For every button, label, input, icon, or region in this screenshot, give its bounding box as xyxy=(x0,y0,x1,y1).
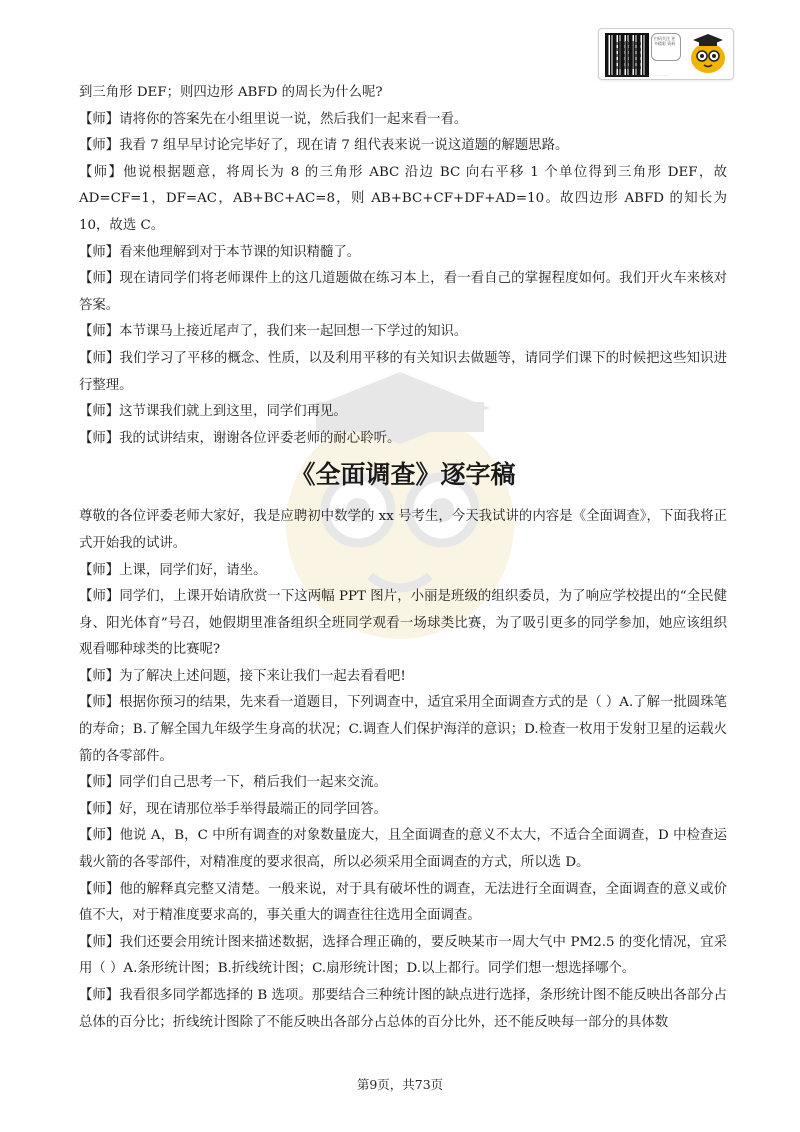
paragraph-text: 我看 7 组早早讨论完毕好了，现在请 7 组代表来说一说这道题的解题思路。 xyxy=(119,138,569,154)
paragraph-text: 同学们，上课开始请欣赏一下这两幅 PPT 图片，小丽是班级的组织委员，为了响应学校提出的“全民健身、阳光体育”号召，她假期里准备组织全班同学观看一场球类比赛，为了吸引更多的同学参加，她应该组织观看哪种球类的比赛呢? xyxy=(79,589,727,658)
speaker-tag: 【师】 xyxy=(79,801,120,817)
paragraph-text: 上课，同学们好，请坐。 xyxy=(119,562,267,578)
speaker-tag: 【师】 xyxy=(79,562,120,578)
speaker-tag: 【师】 xyxy=(79,934,120,950)
paragraph xyxy=(79,690,727,770)
section-full-survey-script xyxy=(79,504,727,1036)
speaker-tag: 【师】 xyxy=(79,404,120,420)
paragraph-text: 尊敬的各位评委老师大家好，我是应聘初中数学的 xx 号考生，今天我试讲的内容是《全面调查》，下面我将正式开始我的试讲。 xyxy=(79,509,727,551)
paragraph-text: 他的解释真完整又清楚。一般来说，对于具有破坏性的调查，无法进行全面调查，全面调查的意义或价值不大，对于精准度要求高的，事关重大的调查往往选用全面调查。 xyxy=(79,881,728,924)
paragraph xyxy=(79,664,727,691)
paragraph-text: 我们学习了平移的概念、性质，以及利用平移的有关知识去做题等，请同学们课下的时候把这些知识进行整理。 xyxy=(79,350,728,393)
paragraph-text: 好，现在请那位举手举得最端正的同学回答。 xyxy=(119,801,387,817)
paragraph-text: 根据你预习的结果，先来看一道题目，下列调查中，适宜采用全面调查方式的是（ ）A.了解一批圆珠笔的寿命；B.了解全国九年级学生身高的状况；C.调查人们保护海洋的意识；D.检查一枚用于发射卫星的运载火箭的各零部件。 xyxy=(79,695,727,764)
paragraph xyxy=(79,319,727,346)
speaker-tag: 【师】 xyxy=(79,881,120,897)
paragraph xyxy=(79,346,727,399)
speaker-tag: 【师】 xyxy=(79,271,120,287)
mascot-icon xyxy=(687,31,729,75)
paragraph-text: 我们还要会用统计图来描述数据，选择合理正确的，要反映某市一周大气中 PM2.5 的变化情况，宜采用（ ）A.条形统计图；B.折线统计图；C.扇形统计图；D.以上都行。同学们想一想选择哪个。 xyxy=(79,934,727,977)
section-previous-lesson xyxy=(79,80,727,452)
paragraph xyxy=(79,107,727,134)
paragraph-text: 请将你的答案先在小组里说一说，然后我们一起来看一看。 xyxy=(119,111,468,127)
paragraph xyxy=(79,558,727,585)
speaker-tag: 【师】 xyxy=(79,695,120,711)
paragraph xyxy=(79,823,727,876)
paragraph xyxy=(79,983,727,1036)
speaker-tag: 【师】 xyxy=(79,350,120,366)
paragraph xyxy=(79,80,727,107)
paragraph xyxy=(79,240,727,267)
paragraph-text: 同学们自己思考一下，稍后我们一起来交流。 xyxy=(119,775,387,791)
paragraph xyxy=(79,584,727,664)
paragraph-text: 现在请同学们将老师课件上的这几道题做在练习本上，看一看自己的掌握程度如何。我们开火车来核对答案。 xyxy=(79,271,728,313)
speaker-tag: 【师】 xyxy=(79,244,120,260)
badge-speech-bubble: 扫码关注 更多精彩 资料 xyxy=(651,33,681,61)
paragraph-text: 他说 A，B，C 中所有调查的对象数量庞大，且全面调查的意义不太大，不适合全面调查，D 中检查运载火箭的各零部件，对精准度的要求很高，所以必须采用全面调查的方式，所以选 D。 xyxy=(79,828,728,871)
paragraph xyxy=(79,504,727,557)
speaker-tag: 【师】 xyxy=(79,111,120,127)
speaker-tag: 【师】 xyxy=(79,988,120,1003)
speaker-tag: 【师】 xyxy=(79,589,120,605)
paragraph xyxy=(79,160,727,240)
badge-caption: …………………………………………………… xyxy=(605,73,669,77)
paragraph-text: 我的试讲结束，谢谢各位评委老师的耐心聆听。 xyxy=(119,430,401,446)
qr-code-icon xyxy=(605,33,649,77)
paragraph-text: 为了解决上述问题，接下来让我们一起去看看吧! xyxy=(119,668,406,684)
paragraph-text: 本节课马上接近尾声了，我们来一起回想一下学过的知识。 xyxy=(119,324,468,340)
speaker-tag: 【师】 xyxy=(79,430,120,446)
paragraph xyxy=(79,770,727,797)
paragraph-text: 看来他理解到对于本节课的知识精髓了。 xyxy=(119,244,361,260)
paragraph xyxy=(79,930,727,983)
paragraph xyxy=(79,399,727,426)
paragraph xyxy=(79,133,727,160)
document-body xyxy=(79,80,727,1036)
paragraph xyxy=(79,797,727,824)
paragraph-text: 这节课我们就上到这里，同学们再见。 xyxy=(119,404,347,420)
speaker-tag: 【师】 xyxy=(79,828,120,844)
paragraph-text: 他说根据题意，将周长为 8 的三角形 ABC 沿边 BC 向右平移 1 个单位得到三角形 DEF，故 AD=CF=1，DF=AC，AB+BC+AC=8，则 AB+BC+CF+DF+AD=10。故四边形 ABFD 的知长为 10，故选 C。 xyxy=(79,164,727,233)
paragraph xyxy=(79,426,727,453)
paragraph xyxy=(79,877,727,930)
paragraph-text: 到三角形 DEF；则四边形 ABFD 的周长为什么呢? xyxy=(79,85,383,100)
speaker-tag: 【师】 xyxy=(79,668,120,684)
speaker-tag: 【师】 xyxy=(79,138,120,154)
speaker-tag: 【师】 xyxy=(79,164,124,180)
header-promo-badge xyxy=(598,28,734,80)
speaker-tag: 【师】 xyxy=(79,775,120,791)
page-footer: 第9页，共73页 xyxy=(356,1077,444,1092)
paragraph-text: 我看很多同学都选择的 B 选项。那要结合三种统计图的缺点进行选择，条形统计图不能反映出各部分占总体的百分比；折线统计图除了不能反映出各部分占总体的百分比外，还不能反映每一部分的具体数 xyxy=(79,988,728,1030)
speaker-tag: 【师】 xyxy=(79,324,120,340)
paragraph xyxy=(79,266,727,319)
section-title: 《全面调查》逐字稿 xyxy=(290,460,516,490)
